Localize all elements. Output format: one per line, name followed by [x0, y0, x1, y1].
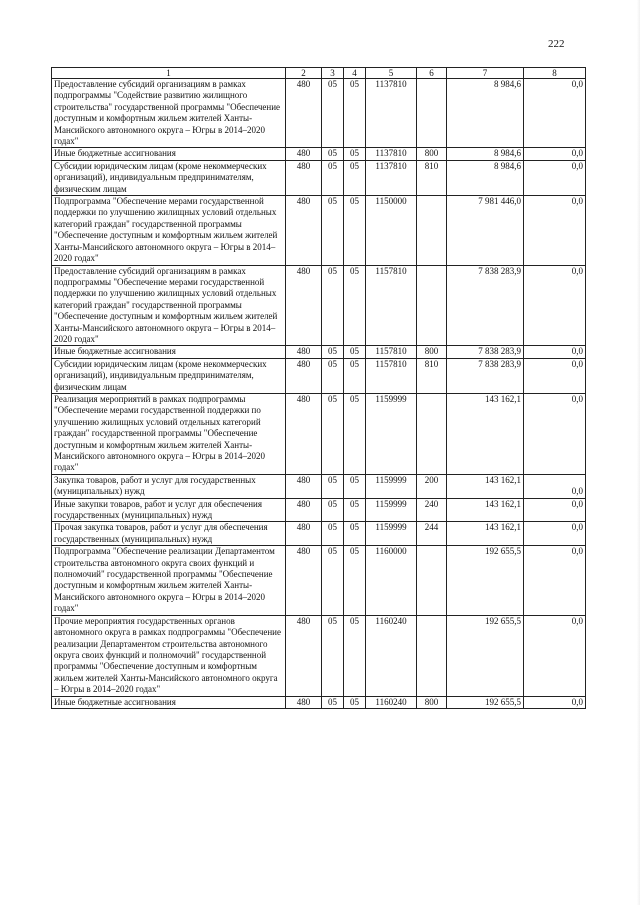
- cell-subsection: 05: [344, 265, 366, 346]
- row-name: Субсидии юридическим лицам (кроме некоммерческих организаций), индивидуальным предпринимателям, физическим лицам: [52, 358, 286, 393]
- column-header: 6: [417, 68, 447, 79]
- cell-amount-2: 0,0: [524, 615, 586, 696]
- cell-target-article: 1160000: [366, 546, 417, 615]
- cell-admin-code: 480: [286, 474, 322, 498]
- cell-target-article: 1137810: [366, 79, 417, 148]
- cell-amount-2: 0,0: [524, 393, 586, 474]
- cell-admin-code: 480: [286, 358, 322, 393]
- row-name: Иные бюджетные ассигнования: [52, 346, 286, 358]
- cell-admin-code: 480: [286, 196, 322, 265]
- table-row: [52, 346, 586, 358]
- table-row: [52, 615, 586, 696]
- row-name: Предоставление субсидий организациям в рамках подпрограммы "Обеспечение мерами государственной поддержки по улучшению жилищных условий отдельных категорий граждан" государственной программы "Обеспечение доступным и комфортным жильем жителей Ханты-Мансийского автономного округа – Югры в 2014–2020 годах": [52, 265, 286, 346]
- cell-target-article: 1150000: [366, 196, 417, 265]
- cell-amount: 143 162,1: [447, 498, 524, 522]
- cell-expense-type: 200: [417, 474, 447, 498]
- row-name: Прочая закупка товаров, работ и услуг для обеспечения государственных (муниципальных) нужд: [52, 522, 286, 546]
- cell-admin-code: 480: [286, 148, 322, 160]
- cell-section: 05: [322, 79, 344, 148]
- cell-target-article: 1159999: [366, 393, 417, 474]
- cell-admin-code: 480: [286, 393, 322, 474]
- cell-section: 05: [322, 196, 344, 265]
- cell-target-article: 1160240: [366, 696, 417, 708]
- cell-subsection: 05: [344, 546, 366, 615]
- cell-amount-2: 0,0: [524, 196, 586, 265]
- cell-admin-code: 480: [286, 615, 322, 696]
- cell-amount: 8 984,6: [447, 148, 524, 160]
- cell-amount-2: 0,0: [524, 522, 586, 546]
- cell-target-article: 1160240: [366, 615, 417, 696]
- cell-section: 05: [322, 346, 344, 358]
- row-name: Иные бюджетные ассигнования: [52, 696, 286, 708]
- cell-target-article: 1157810: [366, 265, 417, 346]
- column-header: 1: [52, 68, 286, 79]
- cell-amount-2: 0,0: [524, 696, 586, 708]
- cell-amount: 7 838 283,9: [447, 358, 524, 393]
- cell-section: 05: [322, 358, 344, 393]
- cell-section: 05: [322, 160, 344, 195]
- cell-subsection: 05: [344, 393, 366, 474]
- cell-target-article: 1159999: [366, 498, 417, 522]
- row-name: Иные закупки товаров, работ и услуг для обеспечения государственных (муниципальных) нужд: [52, 498, 286, 522]
- row-name: Закупка товаров, работ и услуг для государственных (муниципальных) нужд: [52, 474, 286, 498]
- cell-admin-code: 480: [286, 546, 322, 615]
- cell-amount-2: 0,0: [524, 498, 586, 522]
- cell-target-article: 1157810: [366, 358, 417, 393]
- cell-admin-code: 480: [286, 522, 322, 546]
- cell-expense-type: [417, 265, 447, 346]
- table-row: [52, 696, 586, 708]
- cell-expense-type: [417, 196, 447, 265]
- cell-subsection: 05: [344, 696, 366, 708]
- table-row: [52, 160, 586, 195]
- cell-amount-2: 0,0: [524, 358, 586, 393]
- cell-admin-code: 480: [286, 696, 322, 708]
- cell-target-article: 1157810: [366, 346, 417, 358]
- row-name: Реализация мероприятий в рамках подпрограммы "Обеспечение мерами государственной поддержки по улучшению жилищных условий отдельных категорий граждан" государственной программы "Обеспечение доступным и комфортным жильем жителей Ханты-Мансийского автономного округа – Югры в 2014–2020 годах": [52, 393, 286, 474]
- cell-amount: 143 162,1: [447, 522, 524, 546]
- cell-amount: 192 655,5: [447, 615, 524, 696]
- column-header: 2: [286, 68, 322, 79]
- cell-admin-code: 480: [286, 265, 322, 346]
- cell-expense-type: 800: [417, 148, 447, 160]
- cell-section: 05: [322, 546, 344, 615]
- table-row: [52, 148, 586, 160]
- column-header: 8: [524, 68, 586, 79]
- cell-section: 05: [322, 265, 344, 346]
- cell-target-article: 1137810: [366, 160, 417, 195]
- row-name: Подпрограмма "Обеспечение реализации Департаментом строительства автономного округа своих функций и полномочий" государственной программы "Обеспечение доступным и комфортным жильем жителей Ханты-Мансийского автономного округа – Югры в 2014–2020 годах": [52, 546, 286, 615]
- cell-amount: 7 981 446,0: [447, 196, 524, 265]
- cell-amount-2: 0,0: [524, 474, 586, 498]
- cell-section: 05: [322, 393, 344, 474]
- cell-amount-2: 0,0: [524, 546, 586, 615]
- cell-amount: 192 655,5: [447, 546, 524, 615]
- cell-target-article: 1159999: [366, 474, 417, 498]
- column-header: 5: [366, 68, 417, 79]
- cell-amount: 143 162,1: [447, 393, 524, 474]
- row-name: Подпрограмма "Обеспечение мерами государственной поддержки по улучшению жилищных условий отдельных категорий граждан" государственной программы "Обеспечение доступным и комфортным жильем жителей Ханты-Мансийского автономного округа – Югры в 2014–2020 годах": [52, 196, 286, 265]
- table-row: [52, 79, 586, 148]
- cell-amount: 7 838 283,9: [447, 265, 524, 346]
- cell-section: 05: [322, 148, 344, 160]
- cell-amount-2: 0,0: [524, 148, 586, 160]
- cell-section: 05: [322, 522, 344, 546]
- page-number: 222: [548, 38, 565, 50]
- cell-expense-type: [417, 546, 447, 615]
- cell-amount-2: 0,0: [524, 79, 586, 148]
- table-row: [52, 265, 586, 346]
- cell-expense-type: 810: [417, 358, 447, 393]
- cell-expense-type: 800: [417, 696, 447, 708]
- cell-subsection: 05: [344, 522, 366, 546]
- cell-amount: 8 984,6: [447, 160, 524, 195]
- budget-table: [51, 67, 586, 709]
- cell-subsection: 05: [344, 160, 366, 195]
- cell-amount: 192 655,5: [447, 696, 524, 708]
- cell-expense-type: 244: [417, 522, 447, 546]
- cell-amount-2: 0,0: [524, 265, 586, 346]
- cell-subsection: 05: [344, 498, 366, 522]
- cell-admin-code: 480: [286, 160, 322, 195]
- cell-amount: 7 838 283,9: [447, 346, 524, 358]
- table-header-row: [52, 68, 586, 79]
- table-row: [52, 358, 586, 393]
- cell-subsection: 05: [344, 196, 366, 265]
- table-row: [52, 522, 586, 546]
- cell-amount-2: 0,0: [524, 160, 586, 195]
- cell-amount: 143 162,1: [447, 474, 524, 498]
- table-row: [52, 498, 586, 522]
- cell-subsection: 05: [344, 615, 366, 696]
- cell-expense-type: 810: [417, 160, 447, 195]
- table-row: [52, 474, 586, 498]
- cell-expense-type: [417, 393, 447, 474]
- cell-target-article: 1159999: [366, 522, 417, 546]
- cell-target-article: 1137810: [366, 148, 417, 160]
- column-header: 3: [322, 68, 344, 79]
- cell-admin-code: 480: [286, 346, 322, 358]
- cell-expense-type: 240: [417, 498, 447, 522]
- cell-subsection: 05: [344, 474, 366, 498]
- row-name: Прочие мероприятия государственных органов автономного округа в рамках подпрограммы "Обеспечение реализации Департаментом строительства автономного округа своих функций и полномочий" государственной программы "Обеспечение доступным и комфортным жильем жителей Ханты-Мансийского автономного округа – Югры в 2014–2020 годах": [52, 615, 286, 696]
- cell-admin-code: 480: [286, 79, 322, 148]
- cell-expense-type: [417, 79, 447, 148]
- cell-section: 05: [322, 474, 344, 498]
- table-row: [52, 546, 586, 615]
- cell-subsection: 05: [344, 346, 366, 358]
- cell-subsection: 05: [344, 79, 366, 148]
- column-header: 4: [344, 68, 366, 79]
- cell-subsection: 05: [344, 148, 366, 160]
- cell-subsection: 05: [344, 358, 366, 393]
- cell-expense-type: 800: [417, 346, 447, 358]
- cell-expense-type: [417, 615, 447, 696]
- cell-section: 05: [322, 615, 344, 696]
- column-header: 7: [447, 68, 524, 79]
- row-name: Субсидии юридическим лицам (кроме некоммерческих организаций), индивидуальным предпринимателям, физическим лицам: [52, 160, 286, 195]
- row-name: Предоставление субсидий организациям в рамках подпрограммы "Содействие развитию жилищного строительства" государственной программы "Обеспечение доступным и комфортным жильем жителей Ханты-Мансийского автономного округа – Югры в 2014–2020 годах": [52, 79, 286, 148]
- cell-amount: 8 984,6: [447, 79, 524, 148]
- row-name: Иные бюджетные ассигнования: [52, 148, 286, 160]
- cell-section: 05: [322, 696, 344, 708]
- table-row: [52, 393, 586, 474]
- table-row: [52, 196, 586, 265]
- cell-amount-2: 0,0: [524, 346, 586, 358]
- cell-admin-code: 480: [286, 498, 322, 522]
- cell-section: 05: [322, 498, 344, 522]
